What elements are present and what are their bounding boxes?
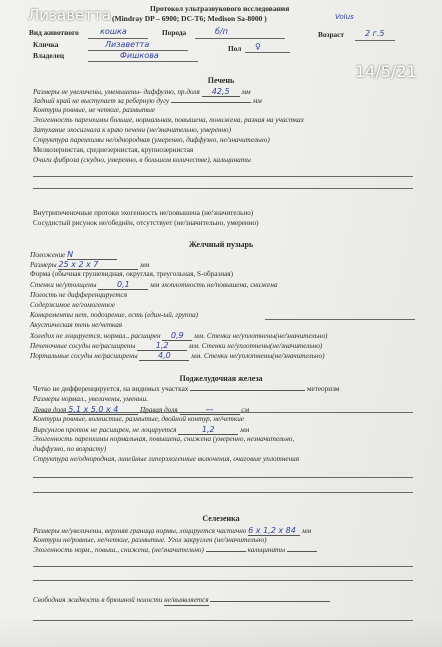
- pancreas-echogenicity: Эхогенность паренхимы нормальная, повышена, снижена (умеренно, незначительно,: [33, 435, 295, 443]
- owner-label: Владелец: [33, 51, 65, 60]
- age-label: Возраст: [318, 30, 344, 39]
- pancreas-duct-value: 1,2: [178, 425, 238, 435]
- gb-portal-vessels-value: 4,0: [139, 351, 189, 361]
- sex-value: ♀: [255, 42, 261, 51]
- gb-hepatic-vessels-value: 1,2: [137, 341, 187, 351]
- pancreas-duct-text: Вирсунгов проток не расширен, не лоцируется: [33, 426, 177, 434]
- spleen-size-unit: мм: [301, 527, 312, 535]
- species-value: кошка: [100, 27, 127, 36]
- pancreas-lobe-unit: см: [241, 406, 250, 414]
- pancreas-right-lobe-label: Правая доля: [139, 406, 178, 414]
- sex-label: Пол: [228, 44, 242, 53]
- gallbladder-title: Желчный пузырь: [188, 240, 254, 249]
- pancreas-right-lobe-value: —: [180, 405, 240, 415]
- photo-shadow: [0, 617, 442, 647]
- spleen-title: Селезенка: [202, 514, 240, 523]
- gb-position-value: N: [67, 250, 117, 260]
- gb-walls-value: 0,1: [98, 280, 148, 290]
- pancreas-structure: Структура не/однородная, линейные гиперэхогенные включения, очаговые уплотнения: [33, 455, 300, 463]
- pancreas-meteorism: метеоризм: [306, 385, 340, 393]
- gb-choledoch-text2: мм. Стенки не/уплотнены(не/значительно): [194, 332, 328, 340]
- gb-shape: Форма (обычная грушевидная, округлая, треугольная, S-образная): [30, 270, 234, 278]
- liver-margin-unit: мм: [252, 97, 262, 105]
- nickname-label: Кличка: [33, 40, 59, 49]
- liver-contours: Контуры ровные, не четкие, размытые: [33, 106, 156, 114]
- liver-vascular-pattern: Сосудистый рисунок не/обеднён, отсутствует (не/значительно, умеренно): [33, 219, 259, 227]
- gb-stones: Конкременты нет, подозрение, есть (един-ый, группа): [30, 311, 199, 319]
- gb-acoustic-shadow: Акустическая тень не/четкая: [30, 321, 123, 329]
- protocol-title: Протокол ультразвукового исследования: [150, 4, 290, 13]
- liver-grain: Мелкозернистая, среднезернистая, крупнозернистая: [33, 146, 194, 154]
- gb-contents: Содержимое не/гомогенное: [30, 301, 116, 309]
- age-value: 2 г.5: [365, 29, 385, 38]
- equipment-handwritten-note: Volus: [335, 13, 354, 21]
- overlay-date: 14/5/21: [355, 62, 417, 81]
- gb-walls-text: Стенки не/утолщены: [30, 281, 97, 289]
- liver-title: Печень: [207, 76, 235, 85]
- owner-value: Фишкова: [120, 51, 159, 60]
- overlay-patient-name: Лизаветта: [28, 6, 111, 24]
- pancreas-contours: Контуры ровные, волнистые, размытые, двойной контур, не/четкие: [33, 415, 244, 423]
- breed-label: Порода: [162, 28, 187, 37]
- gb-size-value: 25 x 2 x 7: [58, 260, 138, 270]
- liver-structure: Структура паренхимы не/однородная (умеренно, диффузно, не/значительно): [33, 136, 270, 144]
- gb-portal-vessels-text: Портальные сосуды не/расширены: [30, 352, 138, 360]
- breed-value: б/п: [215, 27, 228, 36]
- liver-fibrosis: Очаги фиброза (скудно, умеренно, в большом количестве), кальцинаты: [33, 156, 251, 164]
- liver-size-unit: мм: [241, 88, 251, 96]
- gb-hepatic-vessels-text: Печеночные сосуды не/расширены: [30, 342, 136, 350]
- liver-attenuation: Затухание эхосигнала к краю печени (не/значительно, умеренно): [33, 126, 232, 134]
- gb-position-label: Положение: [30, 251, 66, 259]
- pancreas-duct-unit: мм: [240, 426, 250, 434]
- spleen-contours: Контуры не/ровные, не/четкие, размытые. Угол закруглен (не/значительно): [33, 536, 267, 544]
- free-fluid-value: не/выявляется: [164, 596, 209, 604]
- species-label: Вид животного: [29, 28, 79, 37]
- nickname-value: Лизаветта: [105, 40, 150, 49]
- pancreas-left-lobe-value: 5,1 x 5,0 x 4: [68, 405, 138, 415]
- free-fluid-text: Свободная жидкость в брюшной полости: [33, 596, 163, 604]
- spleen-echogenicity-text: Эхогенность норм., повыш., снижена, (не/значительно): [33, 546, 204, 554]
- liver-margin-text: Задний край не выступает за реберную дугу: [33, 97, 170, 105]
- spleen-size-value: 6 x 1,2 x 84: [248, 526, 300, 536]
- liver-echogenicity: Эхогенность паренхимы больше, нормальная, повышена, понижена, разная на участках: [33, 116, 304, 124]
- pancreas-echogenicity-cont: диффузно, по возрасту): [33, 445, 107, 453]
- gb-size-unit: мм: [140, 261, 150, 269]
- liver-size-value: 42,5: [202, 87, 240, 97]
- liver-size-text: Размеры не увеличены, уменьшены- диффузно, пр.доля: [33, 88, 200, 96]
- protocol-equipment: (Mindray DP – 6900; DC-T6; Medison Sa-8000 ): [112, 14, 267, 23]
- gb-cavity: Полость не дифференцируется: [30, 291, 128, 299]
- spleen-calcinates: кальцинаты: [247, 546, 286, 554]
- pancreas-diff-text: Четко не дифференцируется, на видимых участках: [33, 385, 189, 393]
- liver-ducts: Внутрипеченочные протоки эхогенность не/повышена (не/значительно): [33, 209, 254, 217]
- gb-hepatic-vessels-text2: мм. Стенки не/уплотнены(не/значительно): [188, 342, 323, 350]
- gb-choledoch-text: Холедох не лоцируется, нормал., расширен: [30, 332, 161, 340]
- spleen-size-text: Размеры не/увеличены, верхняя граница нормы, лоцируется частично: [33, 527, 247, 535]
- gb-walls-text2: мм эхоплотность не/повышена, снижена: [150, 281, 278, 289]
- pancreas-left-lobe-label: Левая доля: [33, 406, 67, 414]
- gb-portal-vessels-text2: мм. Стенки не/уплотнены(не/значительно): [191, 352, 325, 360]
- gb-choledoch-value: 0,9: [162, 331, 192, 341]
- pancreas-size: Размеры нормал., увеличены, уменьш.: [33, 395, 149, 403]
- pancreas-title: Поджелудочная железа: [179, 374, 263, 383]
- gb-size-label: Размеры: [30, 261, 57, 269]
